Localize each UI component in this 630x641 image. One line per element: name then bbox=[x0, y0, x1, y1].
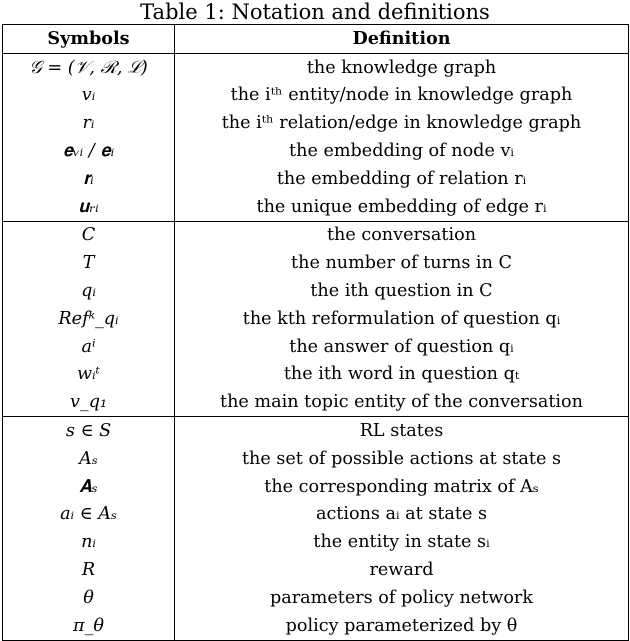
symbol-cell: wᵢᵗ bbox=[3, 361, 175, 389]
symbol-cell: aⁱ bbox=[3, 333, 175, 361]
symbol-cell: C bbox=[3, 221, 175, 249]
symbol-cell: qᵢ bbox=[3, 277, 175, 305]
table-row bbox=[3, 584, 629, 612]
header-symbols: Symbols bbox=[3, 25, 175, 54]
definition-cell: the conversation bbox=[175, 221, 629, 249]
table-row bbox=[3, 165, 629, 193]
definition-cell: the embedding of node vᵢ bbox=[289, 141, 514, 162]
definition-cell: the iᵗʰ entity/node in knowledge graph bbox=[230, 85, 573, 106]
table-row bbox=[3, 361, 629, 389]
table-row bbox=[3, 277, 629, 305]
table-row bbox=[3, 612, 629, 640]
definition-cell: the main topic entity of the conversation bbox=[220, 392, 583, 413]
symbol-cell: v_q₁ bbox=[3, 388, 175, 416]
definition-cell: the ith question in C bbox=[310, 281, 493, 302]
symbol-cell: aᵢ ∈ Aₛ bbox=[3, 501, 175, 529]
symbol-cell: vᵢ bbox=[3, 82, 175, 110]
table-row bbox=[3, 82, 629, 110]
notation-table bbox=[2, 24, 629, 641]
definition-cell: the iᵗʰ relation/edge in knowledge graph bbox=[221, 113, 582, 134]
definition-cell: the entity in state sᵢ bbox=[313, 532, 490, 553]
definition-cell: policy parameterized by θ bbox=[285, 615, 518, 636]
table-row bbox=[3, 221, 629, 249]
definition-cell: the embedding of relation rᵢ bbox=[276, 168, 527, 189]
table-row bbox=[3, 109, 629, 137]
symbol-cell: Refᵏ_qᵢ bbox=[3, 305, 175, 333]
symbol-cell: θ bbox=[3, 584, 175, 612]
table-row bbox=[3, 249, 629, 277]
table-caption: Table 1: Notation and definitions bbox=[140, 0, 490, 24]
symbol-cell: R bbox=[3, 556, 175, 584]
symbol-cell: s ∈ S bbox=[3, 417, 175, 445]
table-row bbox=[3, 333, 629, 361]
symbol-cell: T bbox=[3, 249, 175, 277]
definition-cell: the number of turns in C bbox=[291, 253, 512, 274]
symbol-cell: 𝐞ᵥᵢ / 𝐞ᵢ bbox=[3, 137, 175, 165]
table-row bbox=[3, 473, 629, 501]
definition-cell: the corresponding matrix of Aₛ bbox=[264, 476, 539, 497]
table-row bbox=[3, 388, 629, 416]
table-row bbox=[3, 193, 629, 221]
table-row bbox=[3, 556, 629, 584]
table-row bbox=[3, 445, 629, 473]
definition-cell: the kth reformulation of question qᵢ bbox=[242, 308, 561, 329]
symbol-cell: π_θ bbox=[3, 612, 175, 640]
definition-cell: parameters of policy network bbox=[270, 587, 533, 608]
definition-cell: the ith word in question qₜ bbox=[283, 364, 520, 385]
symbol-cell: rᵢ bbox=[3, 109, 175, 137]
table-row bbox=[3, 501, 629, 529]
symbol-cell: 𝐫ᵢ bbox=[3, 165, 175, 193]
table-row bbox=[3, 137, 629, 165]
symbol-cell: 𝐮ᵣᵢ bbox=[3, 193, 175, 221]
header-definition: Definition bbox=[175, 25, 629, 54]
table-row bbox=[3, 53, 629, 81]
definition-cell: reward bbox=[369, 560, 434, 581]
table-row bbox=[3, 305, 629, 333]
symbol-cell: nᵢ bbox=[3, 528, 175, 556]
definition-cell: actions aᵢ at state s bbox=[315, 504, 488, 525]
symbol-cell: 𝐀ₛ bbox=[3, 473, 175, 501]
definition-cell: the answer of question qᵢ bbox=[289, 336, 514, 357]
table-row bbox=[3, 417, 629, 445]
table-row bbox=[3, 528, 629, 556]
header-row bbox=[3, 25, 629, 54]
definition-cell: the set of possible actions at state s bbox=[241, 448, 562, 469]
definition-cell: the knowledge graph bbox=[306, 57, 497, 78]
definition-cell: RL states bbox=[175, 417, 629, 445]
symbol-cell: 𝒢 = (𝒱, ℛ, ℒ) bbox=[3, 53, 175, 81]
symbol-cell: Aₛ bbox=[3, 445, 175, 473]
definition-cell: the unique embedding of edge rᵢ bbox=[256, 196, 547, 217]
